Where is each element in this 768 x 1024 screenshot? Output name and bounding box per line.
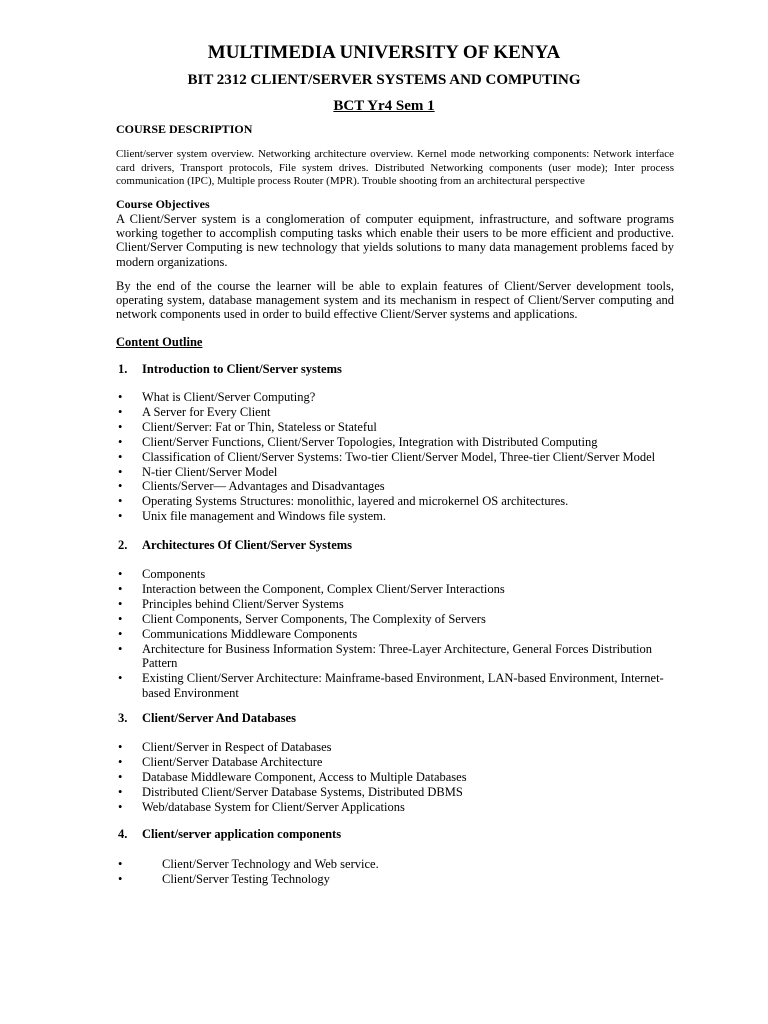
section-number: 1. — [118, 362, 128, 376]
list-item: • Client/Server in Respect of Databases — [118, 740, 332, 754]
bullet-icon: • — [118, 419, 123, 434]
bullet-icon: • — [118, 464, 123, 479]
list-item: • Clients/Server— Advantages and Disadvantages — [118, 479, 385, 494]
list-item: • Client/Server Testing Technology — [118, 871, 330, 886]
section-2-heading — [118, 538, 352, 553]
course-objectives-paragraph-2: By the end of the course the learner will be able to explain features of Client/Server development tools, operating system, database management system and its mechanism in respect of Client/Server computing and network components used in order to build effective Client/Server systems and applications. — [116, 279, 674, 322]
list-item: • Web/database System for Client/Server Applications — [118, 799, 405, 814]
list-item: • Client/Server Functions, Client/Server Topologies, Integration with Distributed Computing — [118, 434, 598, 449]
list-item: • Interaction between the Component, Complex Client/Server Interactions — [118, 581, 505, 596]
bullet-icon: • — [118, 449, 123, 464]
bullet-icon: • — [118, 404, 123, 419]
section-number: 4. — [118, 827, 128, 841]
course-objectives-heading: Course Objectives — [116, 197, 210, 211]
bullet-icon: • — [118, 581, 123, 596]
section-1-list — [118, 390, 678, 524]
list-item: • Unix file management and Windows file system. — [118, 509, 387, 524]
course-description-heading: COURSE DESCRIPTION — [116, 122, 253, 136]
course-objectives-paragraph-1: A Client/Server system is a conglomeration of computer equipment, infrastructure, and software programs working together to accomplish computing tasks which enable their users to be more efficient and productive. Client/Server Computing is new technology that yields solutions to many data management problems faced by modern organizations. — [116, 212, 674, 269]
section-4-heading — [118, 827, 341, 842]
university-title: MULTIMEDIA UNIVERSITY OF KENYA — [207, 42, 561, 63]
bullet-icon: • — [118, 857, 123, 871]
bullet-icon: • — [118, 494, 123, 509]
list-item: • Communications Middleware Components — [118, 626, 358, 641]
course-description-text: Client/server system overview. Networking architecture overview. Kernel mode networking components: Network interface card drivers, Transport protocols, File system drives. Distributed Networking components (user mode); Inter process communication (IPC), Multiple process Router (MPR). Trouble shooting from an architectural perspective — [116, 148, 674, 187]
bullet-icon: • — [118, 479, 123, 494]
list-item: • Existing Client/Server Architecture: Mainframe-based Environment, LAN-based Environment, Internet-based Environment — [118, 671, 664, 701]
list-item: • Client/Server Database Architecture — [118, 754, 323, 769]
bullet-icon: • — [118, 596, 123, 611]
section-number: 2. — [118, 538, 128, 552]
section-3-heading — [118, 711, 296, 726]
list-item: • Principles behind Client/Server Systems — [118, 596, 344, 611]
bullet-icon: • — [118, 641, 123, 656]
bullet-icon: • — [118, 740, 123, 754]
list-item: • Client/Server: Fat or Thin, Stateless or Stateful — [118, 419, 377, 434]
list-item: • Operating Systems Structures: monolithic, layered and microkernel OS architectures. — [118, 494, 569, 509]
list-item: • Client/Server Technology and Web service. — [118, 857, 379, 871]
section-2-list — [118, 567, 678, 701]
list-item: • A Server for Every Client — [118, 404, 271, 419]
list-item: • What is Client/Server Computing? — [118, 390, 316, 404]
list-item: • Components — [118, 567, 206, 581]
bullet-icon: • — [118, 626, 123, 641]
list-item: • Architecture for Business Information System: Three-Layer Architecture, General Forces Distribution Pattern — [118, 641, 653, 671]
section-title: Introduction to Client/Server systems — [142, 362, 342, 376]
section-3-list — [118, 740, 678, 815]
bullet-icon: • — [118, 799, 123, 814]
section-number: 3. — [118, 711, 128, 725]
list-item: • Client Components, Server Components, The Complexity of Servers — [118, 611, 486, 626]
cohort-title: BCT Yr4 Sem 1 — [333, 98, 435, 114]
section-title: Architectures Of Client/Server Systems — [142, 538, 353, 552]
list-item: • Classification of Client/Server Systems: Two-tier Client/Server Model, Three-tier Client/Server Model — [118, 449, 656, 464]
section-title: Client/server application components — [142, 827, 342, 841]
bullet-icon: • — [118, 567, 123, 581]
course-title: BIT 2312 CLIENT/SERVER SYSTEMS AND COMPUTING — [187, 72, 581, 88]
bullet-icon: • — [118, 390, 123, 404]
list-item: • Distributed Client/Server Database Systems, Distributed DBMS — [118, 784, 463, 799]
bullet-icon: • — [118, 671, 123, 686]
list-item: • Database Middleware Component, Access to Multiple Databases — [118, 769, 467, 784]
bullet-icon: • — [118, 434, 123, 449]
content-outline-heading: Content Outline — [116, 335, 203, 349]
bullet-icon: • — [118, 769, 123, 784]
section-1-heading — [118, 362, 342, 377]
bullet-icon: • — [118, 784, 123, 799]
bullet-icon: • — [118, 509, 123, 524]
list-item: • N-tier Client/Server Model — [118, 464, 278, 479]
section-4-list — [118, 857, 678, 887]
bullet-icon: • — [118, 754, 123, 769]
bullet-icon: • — [118, 611, 123, 626]
section-title: Client/Server And Databases — [142, 711, 296, 725]
bullet-icon: • — [118, 871, 123, 886]
